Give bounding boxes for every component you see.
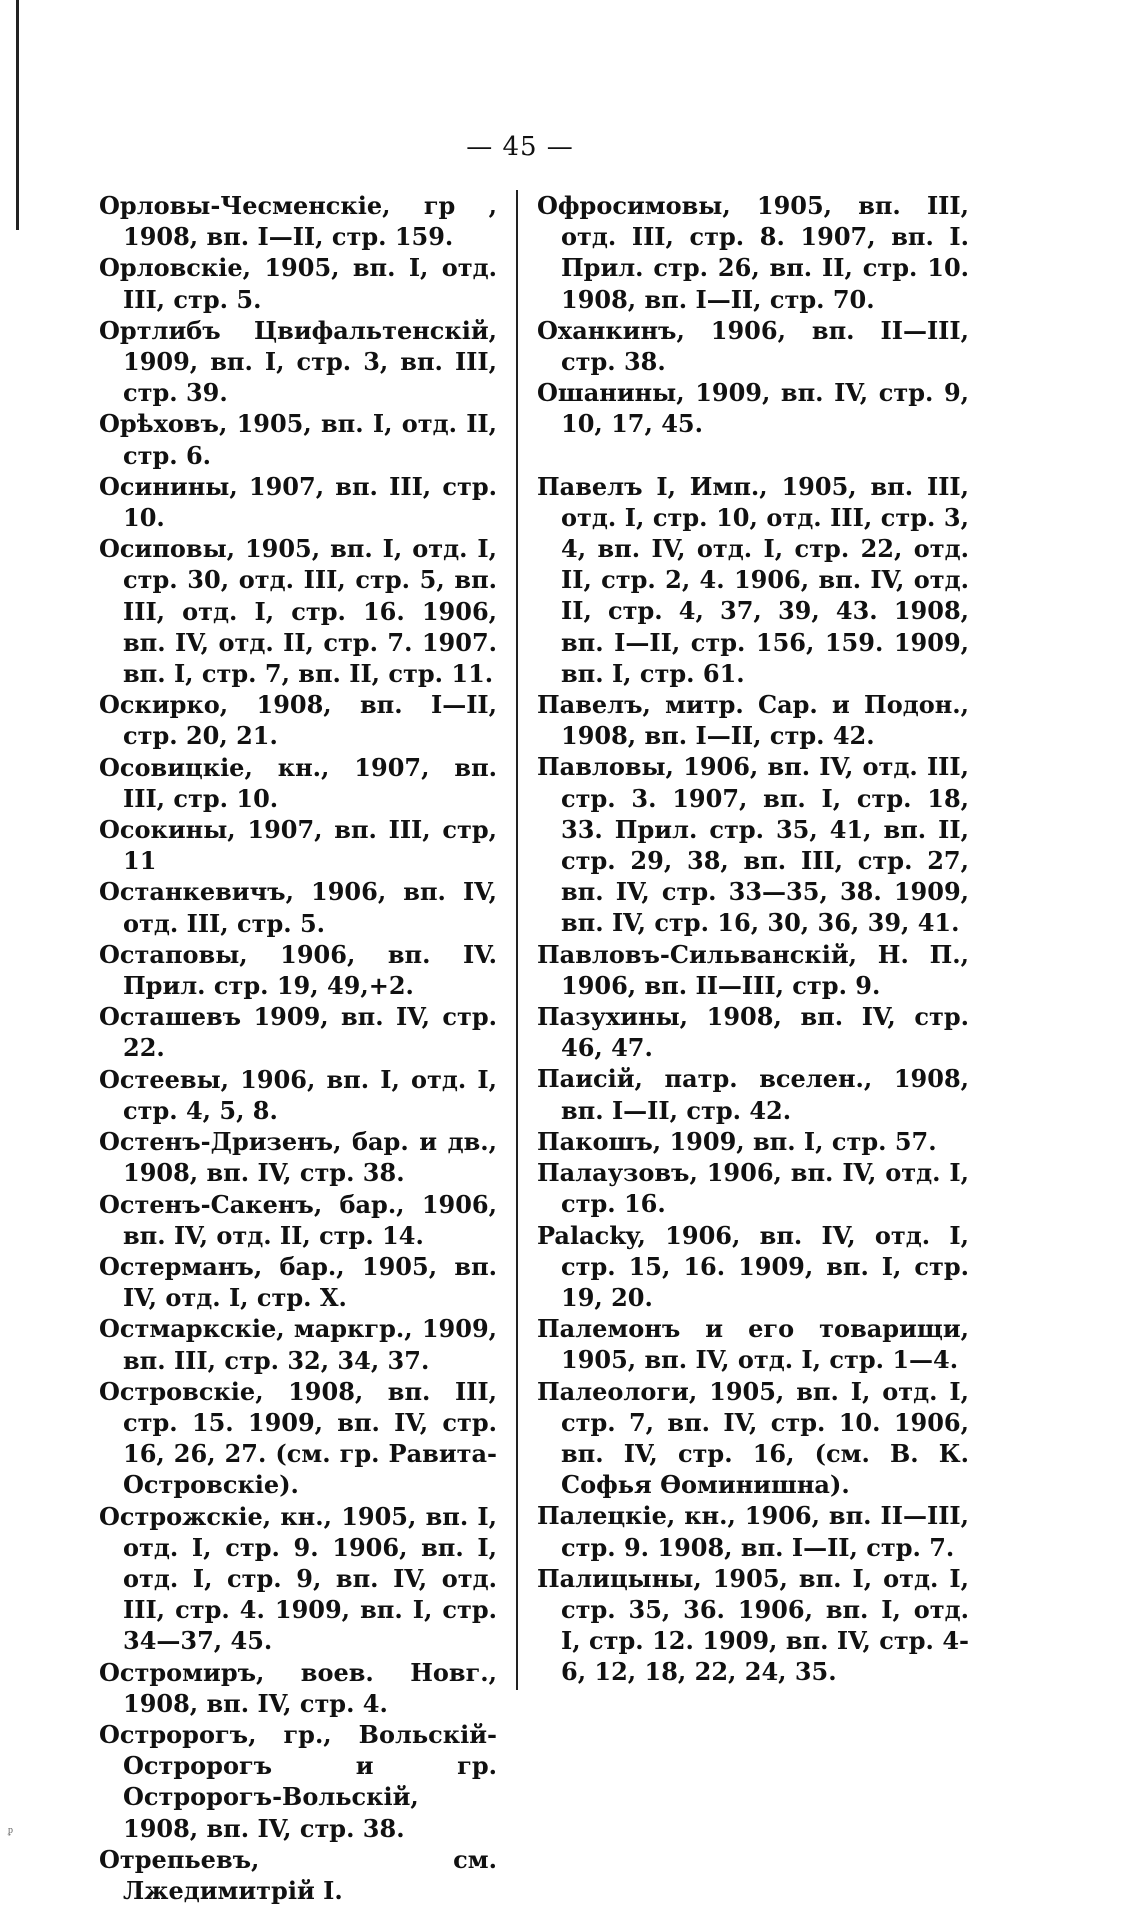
index-entry: Остаповы, 1906, вп. IV. Прил. стр. 19, 49,+2. <box>99 939 497 1001</box>
index-entry: Отрепьевъ, см. Лжедимитрій I. <box>99 1844 497 1905</box>
index-entry: Павловъ-Сильванскій, Н. П., 1906, вп. II—III, стр. 9. <box>537 939 969 1000</box>
page-number: — 45 — <box>466 132 574 162</box>
index-entry: Осиповы, 1905, вп. I, отд. I, стр. 30, отд. III, стр. 5, вп. III, отд. I, стр. 16. 1906, вп. IV, отд. II, стр. 7. 1907. вп. I, стр. 7, вп. II, стр. 11. <box>99 534 497 689</box>
index-entry: Остерманъ, бар., 1905, вп. IV, отд. I, стр. X. <box>99 1251 497 1313</box>
page-margin-mark: ᵱ <box>8 1825 13 1836</box>
index-column-right <box>537 190 969 1688</box>
index-entry: Пазухины, 1908, вп. IV, стр. 46, 47. <box>537 1002 969 1063</box>
index-entry: Остенъ-Сакенъ, бар., 1906, вп. IV, отд. II, стр. 14. <box>99 1189 497 1250</box>
index-entry: Палецкіе, кн., 1906, вп. II—III, стр. 9. 1908, вп. I—II, стр. 7. <box>537 1501 969 1562</box>
index-entry: Остмаркскіе, маркгр., 1909, вп. III, стр. 32, 34, 37. <box>99 1314 497 1375</box>
index-entry: Пакошъ, 1909, вп. I, стр. 57. <box>537 1126 937 1156</box>
index-entry: Палицыны, 1905, вп. I, отд. I, стр. 35, 36. 1906, вп. I, отд. I, стр. 12. 1909, вп. IV, стр. 4-6, 12, 18, 22, 24, 35. <box>537 1563 970 1687</box>
column-divider <box>516 190 518 1690</box>
index-entry: Остенъ-Дризенъ, бар. и дв., 1908, вп. IV, стр. 38. <box>99 1127 497 1188</box>
index-entry: Павловы, 1906, вп. IV, отд. III, стр. 3. 1907, вп. I, стр. 18, 33. Прил. стр. 35, 41, вп. II, стр. 29, 38, вп. III, стр. 27, вп. IV, стр. 33—35, 38. 1909, вп. IV, стр. 16, 30, 36, 39, 41. <box>537 752 969 938</box>
index-entry: Павелъ I, Имп., 1905, вп. III, отд. I, стр. 10, отд. III, стр. 3, 4, вп. IV, отд. I, стр. 22, отд. II, стр. 2, 4. 1906, вп. IV, отд. II, стр. 4, 37, 39, 43. 1908, вп. I—II, стр. 156, 159. 1909, вп. I, стр. 61. <box>537 471 969 688</box>
index-entry: Осовицкіе, кн., 1907, вп. III, стр. 10. <box>99 752 497 813</box>
index-entry: Ошанины, 1909, вп. IV, стр. 9, 10, 17, 45. <box>537 378 969 439</box>
index-entry: Орѣховъ, 1905, вп. I, отд. II, стр. 6. <box>99 409 497 470</box>
index-entry: Палеологи, 1905, вп. I, отд. I, стр. 7, вп. IV, стр. 10. 1906, вп. IV, стр. 16, (см. В. К. Софья Ѳоминишна). <box>537 1376 969 1500</box>
index-entry: Павелъ, митр. Сар. и Подон., 1908, вп. I—II, стр. 42. <box>537 690 969 751</box>
index-entry: Палаузовъ, 1906, вп. IV, отд. I, стр. 16. <box>537 1158 969 1219</box>
index-entry: Осинины, 1907, вп. III, стр. 10. <box>99 471 497 533</box>
index-entry: Осокины, 1907, вп. III, стр, 11 <box>99 815 497 876</box>
index-entry: Орловскіе, 1905, вп. I, отд. III, стр. 5. <box>99 253 497 314</box>
index-entry: Орловы-Чесменскіе, гр , 1908, вп. I—II, стр. 159. <box>99 191 497 252</box>
index-entry: Остеевы, 1906, вп. I, отд. I, стр. 4, 5, 8. <box>99 1064 497 1125</box>
index-entry: Островскіе, 1908, вп. III, стр. 15. 1909, вп. IV, стр. 16, 26, 27. (см. гр. Равита-Островскіе). <box>99 1376 497 1500</box>
left-margin-rule <box>16 0 19 230</box>
index-entry: Остромиръ, воев. Новг., 1908, вп. IV, стр. 4. <box>99 1657 497 1718</box>
index-entry: Остророгъ, гр., Вольскій-Остророгъ и гр. Остророгъ-Вольскій, 1908, вп. IV, стр. 38. <box>99 1719 497 1843</box>
index-entry: Оханкинъ, 1906, вп. II—III, стр. 38. <box>537 315 969 377</box>
index-entry: Палемонъ и его товарищи, 1905, вп. IV, отд. I, стр. 1—4. <box>537 1314 969 1375</box>
index-entry: Осташевъ 1909, вп. IV, стр. 22. <box>99 1002 497 1063</box>
index-entry: Оскирко, 1908, вп. I—II, стр. 20, 21. <box>99 690 497 751</box>
index-entry: Офросимовы, 1905, вп. III, отд. III, стр. 8. 1907, вп. I. Прил. стр. 26, вп. II, стр. 10. 1908, вп. I—II, стр. 70. <box>537 191 969 314</box>
index-entry: Паисій, патр. вселен., 1908, вп. I—II, стр. 42. <box>537 1064 969 1125</box>
index-column-left <box>99 190 497 1906</box>
index-entry: Palacky, 1906, вп. IV, отд. I, стр. 15, 16. 1909, вп. I, стр. 19, 20. <box>537 1220 969 1312</box>
index-entry: Ортлибъ Цвифальтенскій, 1909, вп. I, стр. 3, вп. III, стр. 39. <box>99 315 497 408</box>
index-entry: Острожскіе, кн., 1905, вп. I, отд. I, стр. 9. 1906, вп. I, отд. I, стр. 9, вп. IV, отд. III, стр. 4. 1909, вп. I, стр. 34—37, 45. <box>99 1501 497 1656</box>
index-entry: Останкевичъ, 1906, вп. IV, отд. III, стр. 5. <box>99 877 497 938</box>
